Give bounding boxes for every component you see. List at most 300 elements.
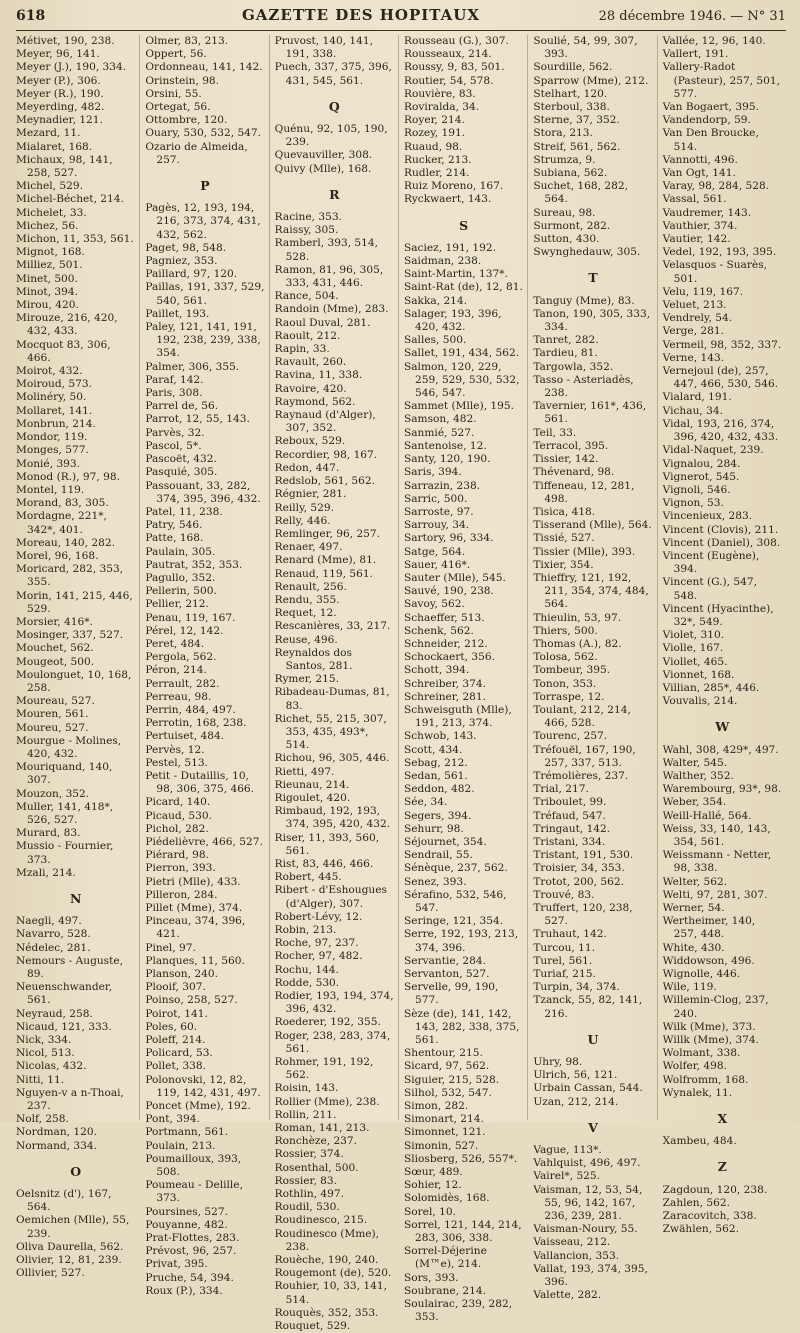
index-entry: Schweisguth (Mlle), 191, 213, 374.	[403, 703, 512, 730]
index-entry: Roudil, 530.	[274, 1201, 340, 1214]
index-entry: Nordman, 120.	[16, 1126, 97, 1139]
index-entry: Mezard, 11.	[16, 127, 81, 140]
index-entry: Mougeot, 500.	[16, 655, 95, 668]
index-entry: Vaisseau, 212.	[533, 1236, 611, 1249]
index-entry: Morel, 96, 168.	[16, 549, 99, 562]
index-entry: Pont, 394.	[145, 1113, 200, 1126]
index-entry: Meyerding, 482.	[16, 101, 105, 114]
index-entry: Monbrun, 214.	[16, 417, 96, 430]
index-entry: Peret, 484.	[145, 637, 205, 650]
index-entry: Servelle, 99, 190, 577.	[403, 981, 499, 1007]
index-entry: Vauthier, 374.	[662, 219, 738, 232]
letter-heading: P	[200, 178, 210, 194]
index-entry: Parrot, 12, 55, 143.	[145, 413, 250, 426]
index-column	[527, 35, 656, 1302]
index-entry: Renault, 256.	[274, 580, 347, 593]
index-entry: Patte, 168.	[145, 532, 204, 545]
index-entry: Tanret, 282.	[533, 334, 599, 347]
index-entry: Mordagne, 221*, 342*, 401.	[16, 510, 107, 536]
index-entry: Vincenieux, 283.	[662, 510, 753, 523]
index-entry: Trouvé, 83.	[533, 888, 595, 901]
publication-title: GAZETTE DES HOPITAUX	[241, 6, 480, 24]
index-entry: Routier, 54, 578.	[403, 74, 494, 87]
index-entry: Wolmant, 338.	[662, 1047, 741, 1060]
index-entry: Olmer, 83, 213.	[145, 35, 229, 47]
index-entry: Paillas, 191, 337, 529, 540, 561.	[145, 281, 265, 307]
index-entry: Wolfromm, 168.	[662, 1073, 749, 1086]
index-entry: Rapin, 33.	[274, 343, 330, 356]
index-entry: Vannotti, 496.	[662, 153, 738, 166]
index-entry: Nguyen-v a n-Thoai, 237.	[16, 1086, 124, 1113]
index-entry: Meyer (J.), 190, 334.	[16, 61, 127, 74]
index-entry: Ramon, 81, 96, 305, 333, 431, 446.	[274, 263, 384, 290]
index-entry: Vionnet, 168.	[662, 668, 735, 681]
index-entry: Raynaud (d'Alger), 307, 352.	[274, 409, 376, 435]
index-entry: Vincent (Clovis), 211.	[662, 523, 779, 536]
index-entry: Wignolle, 446.	[662, 968, 741, 981]
index-entry: Thieulin, 53, 97.	[533, 611, 622, 624]
index-entry: Meyer, 96, 141.	[16, 48, 100, 61]
index-entry: Ordonneau, 141, 142.	[145, 61, 263, 74]
index-entry: Turiaf, 215.	[533, 968, 596, 981]
index-entry: Tissié, 527.	[533, 532, 595, 545]
index-entry: Reynaldos dos Santos, 281.	[274, 646, 353, 672]
index-entry: Tixier, 354.	[533, 558, 594, 571]
index-entry: Rescanières, 33, 217.	[274, 620, 391, 633]
index-entry: Saciez, 191, 192.	[403, 241, 497, 254]
index-entry: Morin, 141, 215, 446, 529.	[16, 589, 133, 615]
index-entry: Vignerot, 545.	[662, 470, 740, 483]
index-entry: Roisin, 143.	[274, 1082, 339, 1095]
index-entry: Sors, 393.	[403, 1271, 459, 1284]
index-entry: Schaeffer, 513.	[403, 611, 485, 624]
index-entry: Michel-Béchet, 214.	[16, 193, 124, 206]
index-entry: Thiers, 500.	[533, 624, 598, 637]
index-entry: Poles, 60.	[145, 1020, 198, 1033]
index-entry: Vignalou, 284.	[662, 457, 741, 470]
index-entry: Portmann, 561.	[145, 1126, 229, 1139]
index-entry: Neuenschwander, 561.	[16, 981, 113, 1007]
index-entry: Silhol, 532, 547.	[403, 1086, 492, 1099]
index-entry: Samson, 482.	[403, 413, 477, 426]
index-entry: Poleff, 214.	[145, 1034, 206, 1047]
index-entry: Richet, 55, 215, 307, 353, 435, 493*, 514.	[274, 712, 387, 752]
index-entry: Weiss, 33, 140, 143, 354, 561.	[662, 822, 771, 848]
index-entry: Orinstein, 98.	[145, 74, 220, 87]
index-entry: Tanguy (Mme), 83.	[533, 294, 635, 307]
index-entry: Tzanck, 55, 82, 141, 216.	[533, 994, 643, 1020]
index-entry: Morand, 83, 305.	[16, 497, 109, 510]
index-entry: Picard, 140.	[145, 796, 211, 809]
index-entry: Vallée, 12, 96, 140.	[662, 35, 766, 47]
index-entry: Navarro, 528.	[16, 928, 91, 941]
index-entry: Mignot, 168.	[16, 246, 85, 259]
index-entry: Nemours - Auguste, 89.	[16, 954, 124, 981]
index-entry: Sanmié, 527.	[403, 426, 475, 439]
index-entry: Tavernier, 161*, 436, 561.	[533, 400, 647, 426]
index-entry: Ulrich, 56, 121.	[533, 1069, 618, 1082]
index-entry: Pervès, 12.	[145, 743, 205, 756]
index-entry: Ortegat, 56.	[145, 101, 211, 114]
index-entry: Stelhart, 120.	[533, 87, 608, 100]
index-entry: Oliva Daurella, 562.	[16, 1240, 124, 1253]
index-entry: Sauvé, 190, 238.	[403, 585, 494, 598]
index-entry: Vague, 113*.	[533, 1144, 602, 1157]
index-entry: Shentour, 215.	[403, 1047, 483, 1060]
index-entry: Tasso - Asteriadès, 238.	[533, 373, 634, 400]
index-entry: Pruche, 54, 394.	[145, 1271, 234, 1284]
index-entry: Oppert, 56.	[145, 48, 207, 61]
letter-heading: V	[588, 1119, 598, 1135]
index-entry: Poulain, 213.	[145, 1139, 216, 1152]
index-entry: Pertuiset, 484.	[145, 730, 225, 743]
index-entry: Sorrel-Déjerine (M™e), 214.	[403, 1245, 487, 1271]
index-entry: Trémolières, 237.	[533, 769, 629, 782]
index-entry: Stora, 213.	[533, 127, 593, 140]
index-entry: Turcou, 11.	[533, 941, 595, 954]
index-entry: Sèze (de), 141, 142, 143, 282, 338, 375, 561.	[403, 1007, 520, 1047]
index-entry: Simonart, 214.	[403, 1113, 484, 1126]
index-entry: Verne, 143.	[662, 351, 725, 364]
index-entry: Paillet, 193.	[145, 307, 210, 320]
index-entry: Vedel, 192, 193, 395.	[662, 246, 777, 259]
index-column	[139, 35, 268, 1297]
index-entry: Uhry, 98.	[533, 1056, 583, 1069]
index-entry: Rietti, 497.	[274, 765, 335, 778]
index-entry: Rieunau, 214.	[274, 778, 350, 791]
index-entry: Planson, 240.	[145, 968, 218, 981]
index-entry: Valette, 282.	[533, 1289, 602, 1302]
index-entry: Villian, 285*, 446.	[662, 681, 760, 694]
index-entry: Vignoli, 546.	[662, 483, 731, 496]
index-entry: Plooif, 307.	[145, 981, 206, 994]
index-entry: Ozario de Almeida, 257.	[145, 140, 248, 166]
index-entry: Remlinger, 96, 257.	[274, 527, 381, 540]
index-entry: Van Bogaert, 395.	[662, 101, 759, 114]
index-entry: Michez, 56.	[16, 219, 79, 232]
index-entry: Roviralda, 34.	[403, 101, 480, 114]
index-entry: Redslob, 561, 562.	[274, 475, 375, 488]
index-entry: Pietri (Mlle), 433.	[145, 875, 241, 888]
index-entry: Seringe, 121, 354.	[403, 915, 504, 928]
index-entry: Wolfer, 498.	[662, 1060, 727, 1073]
index-entry: Sauer, 416*.	[403, 558, 471, 571]
index-entry: Vincent (Hyacinthe), 32*, 549.	[662, 602, 774, 628]
index-entry: Vialard, 191.	[662, 391, 732, 404]
index-entry: Weissmann - Netter, 98, 338.	[662, 849, 772, 875]
index-entry: Saint-Rat (de), 12, 81.	[403, 281, 523, 294]
index-entry: Servanton, 527.	[403, 968, 490, 981]
index-entry: Thévenard, 98.	[533, 466, 615, 479]
index-entry: Wahl, 308, 429*, 497.	[662, 743, 779, 756]
index-entry: Raissy, 305.	[274, 224, 339, 237]
index-entry: Ravina, 11, 338.	[274, 369, 363, 382]
index-entry: Palmer, 306, 355.	[145, 360, 240, 373]
letter-heading: O	[70, 1163, 82, 1179]
index-entry: Tissier (Mlle), 393.	[533, 545, 636, 558]
index-entry: Tanon, 190, 305, 333, 334.	[533, 307, 651, 334]
index-entry: Violet, 310.	[662, 629, 725, 642]
index-entry: Oelsnitz (d'), 167, 564.	[16, 1188, 112, 1214]
letter-heading: W	[715, 719, 730, 735]
index-entry: Perrault, 282.	[145, 677, 220, 690]
index-entry: Rousseau (G.), 307.	[403, 35, 509, 47]
index-entry: Torraspe, 12.	[533, 690, 605, 703]
index-entry: Sterne, 37, 352.	[533, 114, 620, 127]
index-entry: Vignon, 53.	[662, 497, 724, 510]
index-entry: Mouchet, 562.	[16, 642, 94, 655]
index-entry: Ollivier, 527.	[16, 1267, 85, 1280]
index-entry: Piédelièvre, 466, 527.	[145, 835, 263, 848]
index-entry: Salles, 500.	[403, 334, 467, 347]
index-entry: Rousseaux, 214.	[403, 48, 492, 61]
index-entry: Tombeur, 395.	[533, 664, 611, 677]
index-entry: Willemin-Clog, 237, 240.	[662, 994, 769, 1020]
index-entry: Sarrazin, 238.	[403, 479, 481, 492]
index-entry: Pellerin, 500.	[145, 585, 217, 598]
index-entry: Michel, 529.	[16, 180, 83, 193]
index-entry: Riser, 11, 393, 560, 561.	[274, 831, 380, 857]
index-entry: Meyer (P.), 306.	[16, 74, 101, 87]
index-entry: Robert, 445.	[274, 871, 342, 884]
index-entry: Minet, 500.	[16, 272, 78, 285]
index-entry: Régnier, 281.	[274, 488, 347, 501]
index-entry: Saidman, 238.	[403, 255, 482, 268]
index-entry: Pouyanne, 482.	[145, 1218, 228, 1231]
index-entry: Moiroud, 573.	[16, 378, 92, 391]
index-entry: Molinéry, 50.	[16, 391, 87, 404]
index-entry: Mzali, 214.	[16, 866, 76, 879]
index-entry: Paris, 308.	[145, 387, 203, 400]
index-entry: Sammet (Mlle), 195.	[403, 400, 515, 413]
index-entry: Vincent (Daniel), 308.	[662, 536, 781, 549]
index-entry: Santenoise, 12.	[403, 439, 487, 452]
index-entry: Sicard, 97, 562.	[403, 1060, 490, 1073]
index-entry: Schockaert, 356.	[403, 651, 495, 664]
index-entry: Vouvalis, 214.	[662, 695, 738, 708]
index-entry: Pinceau, 374, 396, 421.	[145, 915, 246, 941]
index-entry: Pagullo, 352.	[145, 571, 216, 584]
index-entry: Wilk (Mme), 373.	[662, 1020, 756, 1033]
index-entry: Perrotin, 168, 238.	[145, 717, 247, 730]
index-entry: Renard (Mme), 81.	[274, 554, 377, 567]
index-entry: Velasquos - Suarès, 501.	[662, 259, 767, 285]
index-entry: Verge, 281.	[662, 325, 725, 338]
index-entry: Wile, 119.	[662, 981, 717, 994]
index-entry: Polonovski, 12, 82, 119, 142, 431, 497.	[145, 1073, 261, 1099]
index-column	[269, 35, 398, 1333]
index-entry: Trial, 217.	[533, 783, 589, 796]
index-entry: Pillet (Mme), 374.	[145, 902, 243, 914]
index-entry: Zaracovitch, 338.	[662, 1210, 757, 1223]
index-entry: Teil, 33.	[533, 426, 577, 439]
letter-heading: R	[329, 186, 340, 202]
index-entry: Rouquès, 352, 353.	[274, 1306, 379, 1319]
index-entry: Michon, 11, 353, 561.	[16, 233, 134, 246]
index-entry: Paget, 98, 548.	[145, 241, 227, 254]
index-entry: Oemichen (Mlle), 55, 239.	[16, 1214, 130, 1240]
index-entry: Schenk, 562.	[403, 624, 474, 637]
index-entry: Roudinesco, 215.	[274, 1214, 368, 1227]
index-entry: Sedan, 561.	[403, 769, 468, 782]
index-entry: Rosenthal, 500.	[274, 1161, 359, 1174]
index-entry: Vendrely, 54.	[662, 312, 733, 325]
index-entry: Subiana, 562.	[533, 167, 608, 180]
index-entry: Vautier, 142.	[662, 233, 731, 246]
index-entry: Quevauviller, 308.	[274, 149, 373, 162]
index-entry: Paillard, 97, 120.	[145, 268, 238, 281]
index-entry: Paraf, 142.	[145, 373, 204, 386]
index-entry: Richou, 96, 305, 446.	[274, 752, 390, 765]
index-entry: Roudinesco (Mme), 238.	[274, 1227, 380, 1253]
index-entry: Paulain, 305.	[145, 545, 216, 558]
index-entry: Reboux, 529.	[274, 435, 346, 448]
index-entry: Moreau, 140, 282.	[16, 536, 115, 549]
index-entry: Satge, 564.	[403, 545, 466, 558]
index-entry: Targowla, 352.	[533, 360, 614, 373]
index-entry: Sakka, 214.	[403, 294, 468, 307]
index-entry: Werner, 54.	[662, 902, 725, 914]
index-entry: Racine, 353.	[274, 211, 342, 224]
index-entry: Vincent (G.), 547, 548.	[662, 576, 758, 602]
index-entry: Randoin (Mme), 283.	[274, 303, 389, 316]
index-entry: Senez, 393.	[403, 875, 467, 888]
index-entry: Ruaud, 98.	[403, 140, 463, 153]
index-entry: Troisier, 34, 353.	[533, 862, 625, 875]
letter-heading: Z	[717, 1159, 727, 1175]
index-entry: Mouzon, 352.	[16, 787, 90, 800]
index-entry: Schott, 394.	[403, 664, 470, 677]
index-entry: Soulairac, 239, 282, 353.	[403, 1298, 513, 1324]
index-entry: Pagès, 12, 193, 194, 216, 373, 374, 431, 432, 562.	[145, 202, 261, 241]
index-entry: Thomas (A.), 82.	[533, 637, 622, 650]
index-entry: Ottombre, 120.	[145, 114, 228, 127]
index-entry: Raymond, 562.	[274, 395, 356, 408]
index-entry: Tolosa, 562.	[533, 651, 598, 664]
index-entry: Tisserand (Mlle), 564.	[533, 519, 652, 532]
index-entry: Pilleron, 284.	[145, 888, 218, 901]
index-entry: Xambeu, 484.	[662, 1135, 737, 1148]
index-entry: Pascoët, 432.	[145, 453, 217, 466]
index-entry: Pérel, 12, 142.	[145, 624, 224, 637]
index-entry: Rothlin, 497.	[274, 1188, 345, 1201]
index-entry: Uzan, 212, 214.	[533, 1095, 619, 1108]
index-entry: Nitti, 11.	[16, 1073, 65, 1086]
index-entry: Parrel de, 56.	[145, 400, 219, 413]
index-entry: Trotot, 200, 562.	[533, 875, 624, 888]
index-entry: Royer, 214.	[403, 114, 465, 127]
index-entry: Poursines, 527.	[145, 1205, 228, 1218]
index-entry: Vahlquist, 496, 497.	[533, 1157, 641, 1170]
index-entry: Salager, 193, 396, 420, 432.	[403, 307, 502, 334]
index-entry: Schreiber, 374.	[403, 677, 486, 690]
index-entry: Reilly, 529.	[274, 501, 334, 514]
index-entry: Parvès, 32.	[145, 426, 205, 439]
letter-heading: T	[588, 270, 598, 286]
index-entry: Raoult, 212.	[274, 329, 341, 342]
index-entry: Turel, 561.	[533, 954, 593, 967]
index-entry: Ribadeau-Dumas, 81, 83.	[274, 686, 390, 712]
index-entry: Michaux, 98, 141, 258, 527.	[16, 153, 113, 180]
index-entry: Sureau, 98.	[533, 206, 596, 219]
index-entry: Serre, 192, 193, 213, 374, 396.	[403, 928, 519, 954]
index-entry: Roux (P.), 334.	[145, 1284, 223, 1297]
index-entry: Vassal, 561.	[662, 193, 727, 206]
letter-heading: X	[717, 1111, 728, 1127]
index-entry: Moirot, 432.	[16, 365, 83, 378]
index-entry: Tristant, 191, 530.	[533, 849, 634, 862]
index-entry: Sliosberg, 526, 557*.	[403, 1152, 518, 1165]
index-entry: Savoy, 562.	[403, 598, 465, 611]
index-entry: Penau, 119, 167.	[145, 611, 236, 624]
index-entry: Walther, 352.	[662, 769, 734, 782]
index-entry: Minot, 394.	[16, 285, 79, 298]
index-entry: Zahlen, 562.	[662, 1196, 730, 1209]
index-entry: Mussio - Fournier, 373.	[16, 840, 114, 866]
index-entry: Privat, 395.	[145, 1258, 208, 1271]
index-entry: Viollet, 465.	[662, 655, 728, 668]
index-entry: Tisica, 418.	[533, 505, 596, 518]
index-entry: Truffert, 120, 238, 527.	[533, 902, 633, 928]
index-entry: Pichol, 282.	[145, 822, 209, 835]
index-entry: Roche, 97, 237.	[274, 937, 359, 950]
index-entry: Roussy, 9, 83, 501.	[403, 61, 505, 74]
index-entry: Meyer (R.), 190.	[16, 87, 104, 100]
index-entry: Pasquié, 305.	[145, 466, 218, 479]
index-entry: Segers, 394.	[403, 809, 472, 822]
index-entry: Mouren, 561.	[16, 708, 89, 721]
index-entry: Sorel, 10.	[403, 1205, 456, 1218]
index-entry: Zwählen, 562.	[662, 1223, 740, 1236]
index-entry: Mocquot 83, 306, 466.	[16, 338, 111, 364]
index-entry: Soulié, 54, 99, 307, 393.	[533, 35, 638, 61]
index-entry: Simon, 282.	[403, 1100, 469, 1113]
index-entry: Rozey, 191.	[403, 127, 466, 140]
index-entry: Monges, 577.	[16, 444, 89, 457]
letter-heading: Q	[328, 98, 340, 114]
index-entry: Welter, 562.	[662, 875, 728, 888]
index-entry: Pierron, 393.	[145, 862, 216, 875]
index-entry: Sebag, 212.	[403, 756, 468, 769]
index-entry: Suchet, 168, 282, 564.	[533, 180, 628, 206]
index-entry: Terracol, 395.	[533, 439, 609, 452]
index-entry: Rollin, 211.	[274, 1108, 337, 1121]
index-entry: White, 430.	[662, 941, 725, 954]
index-entry: Surmont, 282.	[533, 219, 611, 232]
index-entry: Mondor, 119.	[16, 431, 88, 444]
index-entry: Ronchèze, 237.	[274, 1135, 358, 1148]
index-entry: Pellier, 212.	[145, 598, 209, 611]
index-entry: Tourenc, 257.	[533, 730, 608, 743]
index-entry: Pruvost, 140, 141, 191, 338.	[274, 35, 374, 61]
index-entry: Piérard, 98.	[145, 849, 209, 862]
index-entry: Mirou, 420.	[16, 299, 79, 312]
index-entry: Poumailloux, 393, 508.	[145, 1152, 242, 1179]
index-entry: Rudler, 214.	[403, 167, 470, 180]
index-entry: Schneider, 212.	[403, 637, 488, 650]
index-entry: Moureau, 527.	[16, 695, 95, 708]
index-entry: Sœur, 489.	[403, 1166, 463, 1179]
index-entry: Paley, 121, 141, 191, 192, 238, 239, 338, 354.	[145, 321, 261, 360]
index-entry: Mialaret, 168.	[16, 140, 93, 153]
index-entry: Robert-Lévy, 12.	[274, 910, 363, 923]
index-entry: Patry, 546.	[145, 519, 203, 532]
index-entry: Van Den Broucke, 514.	[662, 127, 759, 153]
index-entry: Meynadier, 121.	[16, 114, 103, 127]
index-entry: Urbain Cassan, 544.	[533, 1082, 643, 1095]
index-entry: Schreiner, 281.	[403, 690, 487, 703]
index-entry: Sourdille, 562.	[533, 61, 613, 74]
